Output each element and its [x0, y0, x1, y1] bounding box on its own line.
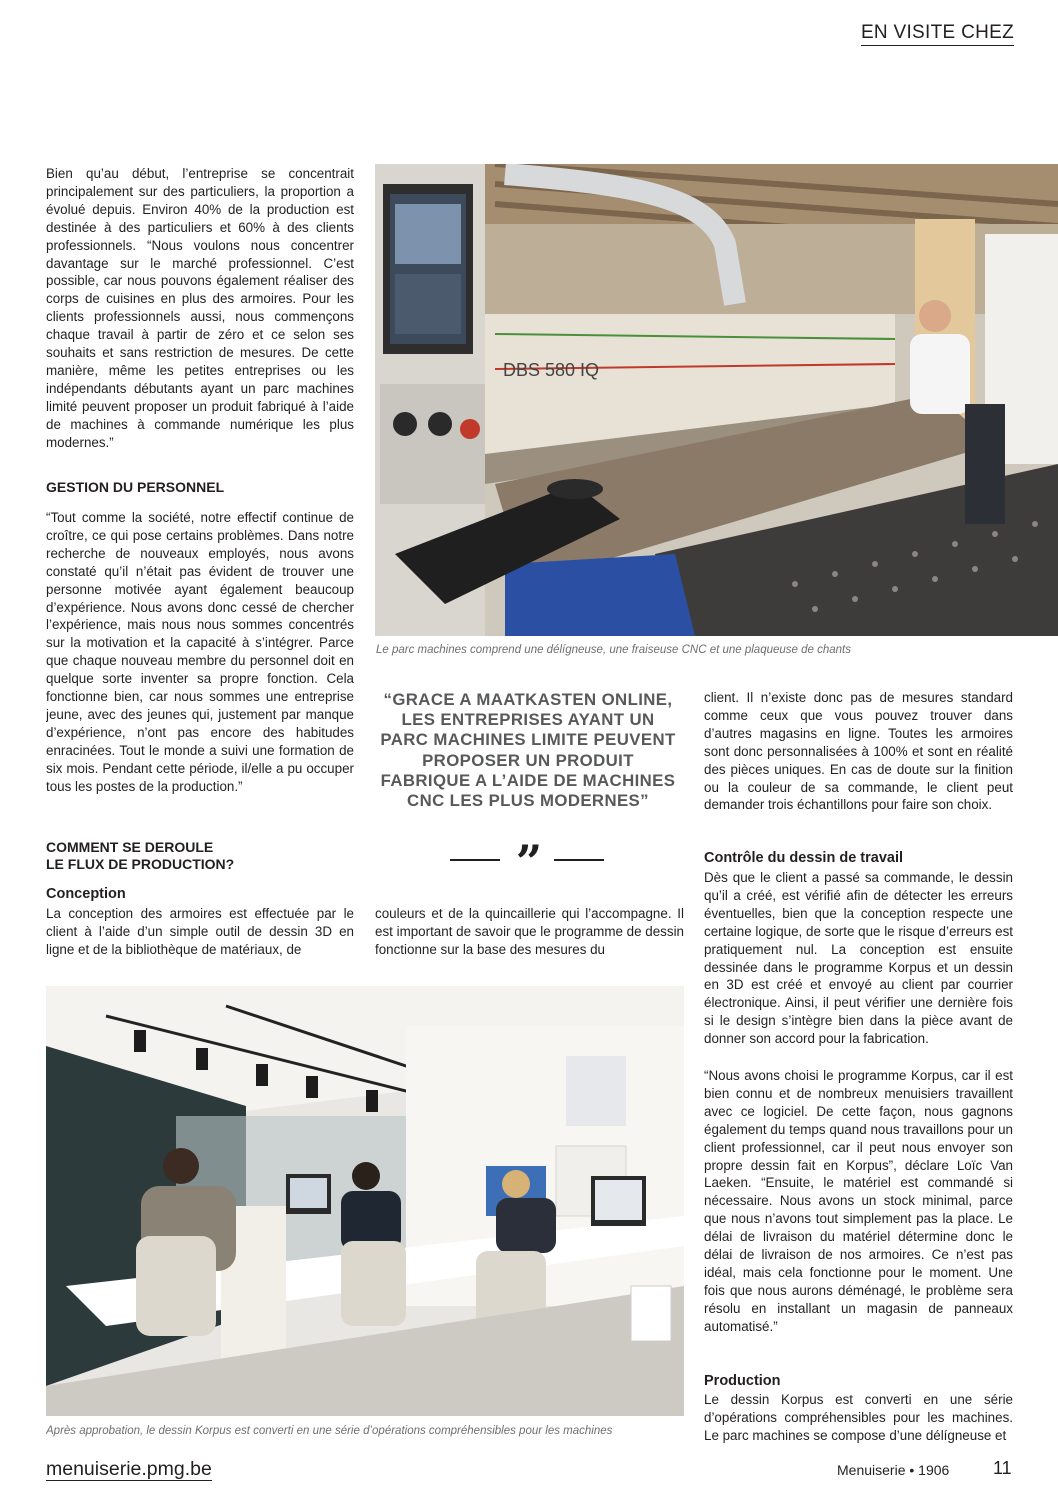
heading-production: Production [704, 1373, 781, 1389]
col2-paragraph: couleurs et de la quincaillerie qui l’accompagne. Il est important de savoir que le programme de dessin fonctionne sur la base des mesures du [375, 906, 684, 957]
korpus-paragraph: “Nous avons choisi le programme Korpus, car il est bien connu et de nombreux menuisiers travaillent avec ce logiciel. De cette façon, nous gagnons également du temps quand nous travaillons pour un client professionnel, car il peut nous envoyer son propre dessin fait en Korpus”, déclare Loïc Van Laeken. “Ensuite, le matériel est commandé si nécessaire. Nous avons un stock minimal, parce que nous n’avons tout simplement pas la place. Le délai de livraison du matériel détermine donc le délai de livraison de nos armoires. Ce n’est pas idéal, mais cela fonctionne pour le moment. Une fois que nous aurons déménagé, le problème sera résolu en installant un magasin de panneaux automatisé.” [704, 1068, 1013, 1334]
quote-mark-row [450, 835, 608, 889]
machine-photo [375, 164, 1058, 636]
production-paragraph: Le dessin Korpus est converti en une série d’opérations compréhensibles pour les machines. Le parc machines se compose d’une délígneuse et [704, 1392, 1013, 1443]
heading-conception: Conception [46, 886, 126, 902]
quote-rule-right [554, 859, 604, 861]
col3-continuation: client. Il n’existe donc pas de mesures standard comme ceux que vous pouvez trouver dans d’autres magasins en ligne. Toutes les armoires sont donc personnalisées à 100% et sont en réalité des pièces uniques. En cas de doute sur la finition ou la couleur de sa commande, le client peut demander trois échantillons pour faire son choix. [704, 690, 1013, 813]
office-photo [46, 986, 684, 1416]
office-photo-illustration [46, 986, 684, 1416]
conception-paragraph: La conception des armoires est effectuée par le client à l’aide d’un simple outil de dessin 3D en ligne et de la bibliothèque de matériaux, de [46, 906, 354, 957]
section-tag: EN VISITE CHEZ [861, 22, 1014, 46]
quote-rule-left [450, 859, 500, 861]
heading-controle: Contrôle du dessin de travail [704, 850, 904, 866]
heading-flux-line1: COMMENT SE DEROULE [46, 839, 214, 855]
controle-paragraph: Dès que le client a passé sa commande, le dessin qu’il a créé, est vérifié afin de détecter les erreurs éventuelles, bien que la conception respecte une certaine logique, de sorte que le risque d’erreurs est pratiquement nul. La conception est ensuite dessinée dans le programme Korpus et un dessin en 3D est créé et envoyé au client par courrier électronique. Ainsi, il peut vérifier une dernière fois si le design s’intègre bien dans la pièce avant de donner son accord pour la fabrication. [704, 870, 1013, 1047]
intro-paragraph: Bien qu’au début, l’entreprise se concentrait principalement sur des particuliers, la proportion a évolué depuis. Environ 40% de la production est destinée à des particuliers et 60% à des clients professionnels. “Nous voulons nous concentrer davantage sur le marché professionnel. C’est possible, car nous pouvons également réaliser des corps de cuisines en plus des armoires. Pour les clients professionnels aussi, nous commençons chaque travail à partir de zéro et ce selon ses souhaits et sans restriction de mesures. De cette manière, même les petites entreprises ou les indépendants débutants ayant un parc machines limité peuvent proposer un produit fabriqué à l’aide de machines à commande numérique les plus modernes.” [46, 166, 354, 450]
heading-personnel: GESTION DU PERSONNEL [46, 479, 225, 495]
machine-photo-illustration [375, 164, 1058, 636]
page-number: 11 [993, 1458, 1012, 1478]
footer-issue: Menuiserie • 1906 [837, 1462, 950, 1478]
pull-quote: “GRACE A MAATKASTEN ONLINE, LES ENTREPRISES AYANT UN PARC MACHINES LIMITE PEUVENT PROPOSER UN PRODUIT FABRIQUE A L’AIDE DE MACHINES CNC LES PLUS MODERNES” [380, 690, 676, 811]
heading-flux-line2: LE FLUX DE PRODUCTION? [46, 856, 235, 872]
machine-photo-caption: Le parc machines comprend une délígneuse, une fraiseuse CNC et une plaqueuse de chants [376, 644, 851, 656]
footer-website-link[interactable]: menuiserie.pmg.be [46, 1458, 212, 1480]
quote-mark-icon: ” [515, 835, 543, 889]
machine-model-label: DBS 580 IQ [503, 360, 600, 380]
personnel-paragraph: “Tout comme la société, notre effectif continue de croître, ce qui pose certains problèmes. Dans notre recherche de nouveaux employés, nous avons constaté qu’il n’était pas évident de trouver une personne motivée ayant également beaucoup d’expérience. Nous avons donc cessé de chercher l’expérience, mais nous nous sommes concentrés sur la motivation et la capacité à s’intégrer. Parce que chaque nouveau membre du personnel doit en quelque sorte inventer sa propre fonction. Cela fonctionne bien, car nous sommes une entreprise jeune, avec des jeunes qui, justement par manque d’expérience, n’ont pas encore des habitudes enracinées. Tout le monde a suivi une formation de six mois. Pendant cette période, il/elle a pu occuper tous les postes de la production.” [46, 510, 354, 794]
office-photo-caption: Après approbation, le dessin Korpus est converti en une série d’opérations compréhensibles pour les machines [46, 1425, 613, 1437]
